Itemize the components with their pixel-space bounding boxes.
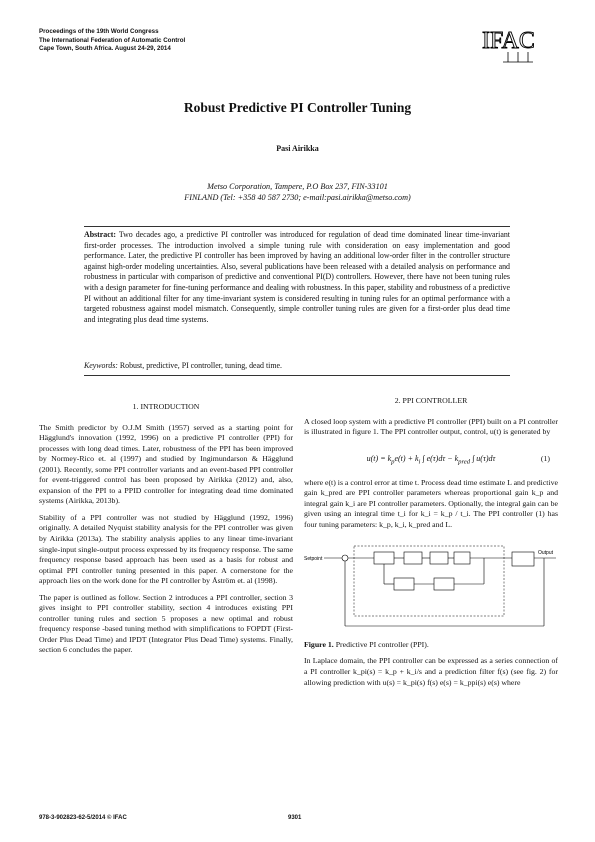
paragraph: Stability of a PPI controller was not studied by Hägglund (1992, 1996) originally. A detailed Nyquist stability analysis for the PPI controller was given by Airikka (2013a). The stability analysis applies to any linear time-invariant single-input single-output process expressed by its frequency response. The same frequency response based approach has been used as a basis for robust and optimal PPI controller tuning presented in this paper. A cornerstone for the approach lies on the work done for the PI controller by Åström et. al (1998). bbox=[39, 512, 293, 586]
ifac-logo bbox=[478, 22, 558, 64]
block bbox=[404, 552, 422, 564]
right-column bbox=[304, 396, 558, 694]
abstract-text: Two decades ago, a predictive PI controller was introduced for regulation of dead time dominated linear time-invariant first-order processes. The introduction involved a simple tuning rule with consideration on easy implementation and good performance. Later, the predictive PI controller has been improved by having an additional low-order filter in the controller structure against high-order modeling uncertainties. Also, several publications have been released with a detailed analysis on performance and robustness in particular with comparison of predictive and conventional PI(D) controllers. However, there have not been tuning rules with a design parameter for fine-tuning performance and dealing with robustness. In this paper, stability and robustness of a predictive PI without an additional filter for any time-invariant system is considered resulting in tuning rules for an optimal performance with a targeted robustness against model mismatch. Consequently, simple controller tuning rules are given for a first-order plus dead time and integrating plus dead time systems. bbox=[84, 230, 510, 324]
process-block bbox=[512, 552, 534, 566]
left-column bbox=[39, 402, 293, 662]
diagram-label: Setpoint bbox=[304, 556, 323, 563]
figure-caption-text: Predictive PI controller (PPI). bbox=[335, 639, 429, 649]
affiliation-line: Metso Corporation, Tampere, P.O Box 237, FIN-33101 bbox=[207, 182, 388, 191]
paragraph: In Laplace domain, the PPI controller can be expressed as a series connection of a PI controller k_pi(s) = k_p + k_i/s and a prediction filter f(s) (see fig. 2) for allowing prediction with u(s) = k_pi(s) f(s) e(s) = k_ppi(s) e(s) where bbox=[304, 656, 558, 687]
paper-title: Robust Predictive PI Controller Tuning bbox=[183, 100, 412, 115]
proceedings-header bbox=[39, 28, 185, 54]
header-line: Cape Town, South Africa. August 24-29, 2014 bbox=[39, 45, 171, 53]
keywords bbox=[84, 361, 510, 370]
ppi-block-diagram bbox=[304, 536, 558, 636]
block bbox=[374, 552, 394, 564]
equation-body: $u(t) = k_pe(t) + k_i$ ∫ $e(\tau)d\tau - k_{pred}$ ∫ u(τ)dτ bbox=[366, 453, 496, 466]
logo-text: IFAC bbox=[482, 28, 535, 54]
header-line: The International Federation of Automatic Control bbox=[39, 36, 186, 44]
affiliation bbox=[0, 181, 595, 203]
paragraph: The paper is outlined as follow. Section 2 introduces a PPI controller, section 3 gives insight to PPI controller stability, section 4 introduces existing PPI controller tuning rules and section 5 proposes a new optimal and robust frequency response -based tuning method with simplifications to FOPDT (First-Order Plus Dead Time) and IPDT (Integrator Plus Dead Time) systems. Finally, section 6 concludes the paper. bbox=[39, 592, 293, 655]
equation-1 bbox=[304, 444, 558, 478]
affiliation-line: FINLAND (Tel: +358 40 587 2730; e-mail:pasi.airikka@metso.com) bbox=[184, 193, 411, 202]
diagram-label: Output bbox=[538, 550, 554, 557]
keywords-label: Keywords: bbox=[84, 361, 118, 370]
equation-number: (1) bbox=[540, 453, 550, 463]
controller-boundary bbox=[354, 546, 504, 616]
block bbox=[434, 578, 454, 590]
block bbox=[394, 578, 414, 590]
paragraph: where e(t) is a control error at time t. Process dead time estimate L and predictive gain k_pred are PPI controller parameters whereas proportional gain k_p and integral gain k_i are PI controller parameters. Optionally, the integral gain can be given using an integral time t_i for k_i = k_p / t_i. The PPI controller (1) has four tuning parameters: k_p, k_i, k_pred and L. bbox=[304, 477, 558, 529]
section-heading: 2. PPI CONTROLLER bbox=[394, 396, 468, 405]
paragraph: The Smith predictor by O.J.M Smith (1957) served as a starting point for Hägglund's innovation (1992, 1996) on a predictive PI controller (PPI) for processes with long dead times. Later, robustness of the PPI has been improved by Normey-Rico et. al (1997) and studied by Ingimundarson & Hägglund (2001). Recently, some PPI controller variants and an event-based PPI controller for event-triggered control has been proposed by Airikka (2012) and, also, expansion of the PPI to a PPID controller for integrating dead time dominated systems (Airikka, 2013b). bbox=[39, 422, 293, 506]
header-line: Proceedings of the 19th World Congress bbox=[39, 28, 159, 35]
abstract bbox=[84, 230, 510, 325]
block bbox=[430, 552, 448, 564]
block bbox=[454, 552, 470, 564]
figure-caption bbox=[304, 640, 558, 651]
figure-label: Figure 1. bbox=[304, 639, 334, 649]
footer-isbn: 978-3-902823-62-5/2014 © IFAC bbox=[39, 815, 127, 821]
abstract-top-rule bbox=[84, 226, 510, 227]
keywords-text: Robust, predictive, PI controller, tuning, dead time. bbox=[119, 361, 282, 370]
abstract-label: Abstract: bbox=[84, 230, 116, 239]
section-heading: 1. INTRODUCTION bbox=[132, 402, 200, 411]
paragraph: A closed loop system with a predictive PI controller (PPI) built on a PI controller is illustrated in figure 1. The PPI controller output, control, u(t) is generated by bbox=[304, 416, 558, 437]
abstract-bottom-rule bbox=[84, 375, 510, 376]
page-number: 9301 bbox=[288, 815, 302, 821]
author-name: Pasi Airikka bbox=[276, 144, 319, 153]
